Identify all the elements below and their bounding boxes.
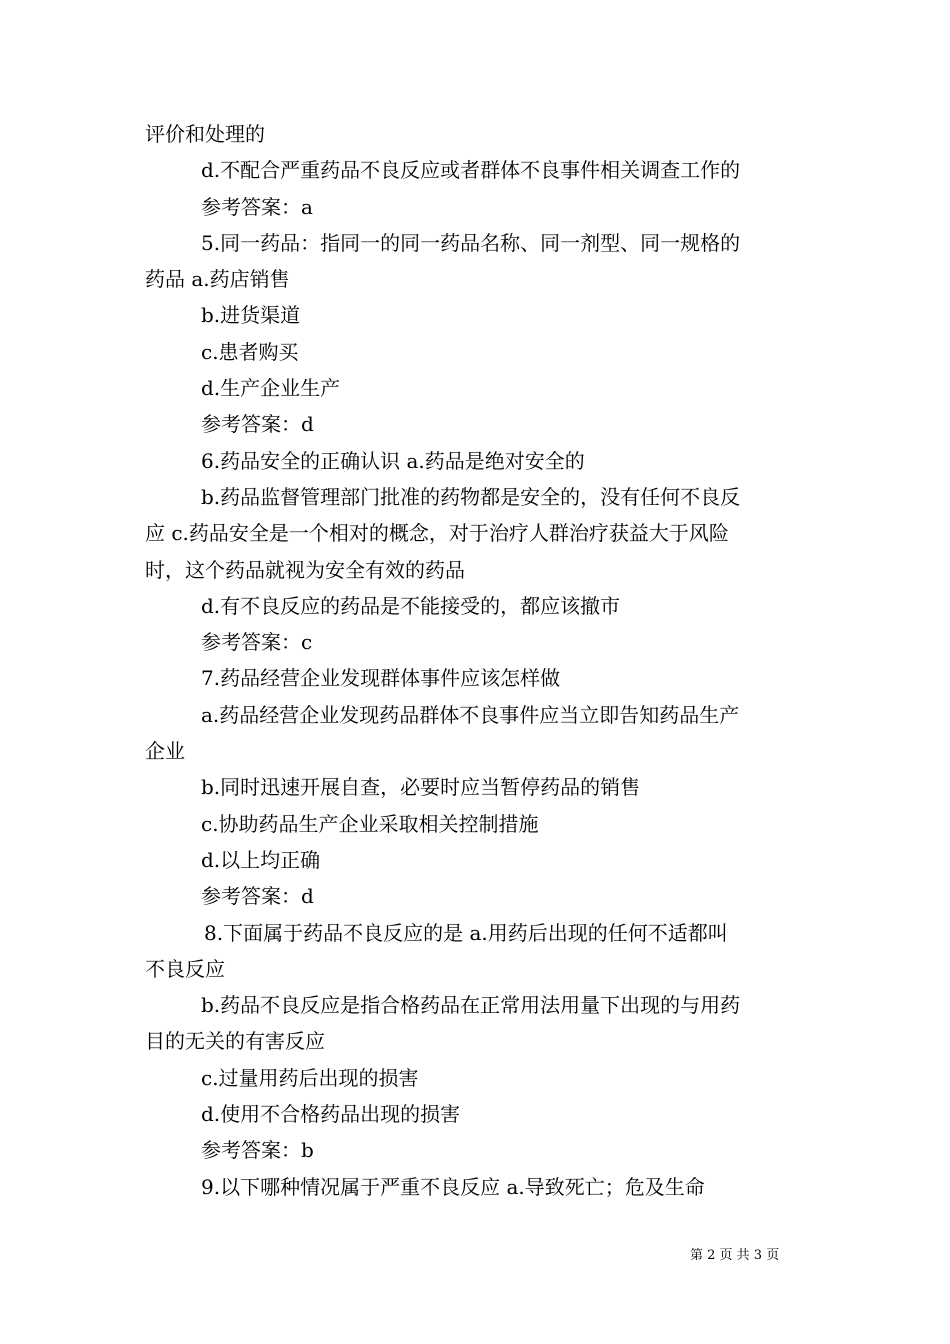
answer-line: 参考答案：d <box>201 884 314 909</box>
option-line: c.协助药品生产企业采取相关控制措施 <box>201 811 539 836</box>
option-line: b.药品监督管理部门批准的药物都是安全的，没有任何不良反 <box>201 484 741 509</box>
option-line: b.药品不良反应是指合格药品在正常用法用量下出现的与用药 <box>201 993 741 1018</box>
option-line: d.生产企业生产 <box>201 376 341 401</box>
document-body <box>145 116 810 1205</box>
text-line: 应 c.药品安全是一个相对的概念，对于治疗人群治疗获益大于风险 <box>145 521 729 546</box>
option-line: a.药品经营企业发现药品群体不良事件应当立即告知药品生产 <box>201 702 740 727</box>
answer-line: 参考答案：d <box>201 412 314 437</box>
question-line: 9.以下哪种情况属于严重不良反应 a.导致死亡；危及生命 <box>201 1174 705 1199</box>
text-line: 评价和处理的 <box>145 122 265 146</box>
question-line: 6.药品安全的正确认识 a.药品是绝对安全的 <box>201 448 585 473</box>
option-line: d.以上均正确 <box>201 847 321 872</box>
text-line: 不良反应 <box>145 956 225 981</box>
text-line: 目的无关的有害反应 <box>145 1029 325 1054</box>
option-line: c.患者购买 <box>201 339 299 364</box>
question-line: 7.药品经营企业发现群体事件应该怎样做 <box>201 666 561 691</box>
option-line: d.使用不合格药品出现的损害 <box>201 1102 461 1127</box>
text-line: 企业 <box>145 739 185 764</box>
answer-line: 参考答案：c <box>201 630 313 655</box>
question-line: 5.同一药品：指同一的同一药品名称、同一剂型、同一规格的 <box>201 230 741 255</box>
answer-line: 参考答案：b <box>201 1138 314 1163</box>
option-line: d.有不良反应的药品是不能接受的，都应该撤市 <box>201 593 621 618</box>
question-line: 8.下面属于药品不良反应的是 a.用药后出现的任何不适都叫 <box>204 920 728 945</box>
option-line: b.进货渠道 <box>201 303 301 328</box>
text-line: 药品 a.药店销售 <box>145 267 290 292</box>
option-line: b.同时迅速开展自查，必要时应当暂停药品的销售 <box>201 775 641 800</box>
text-line: d.不配合严重药品不良反应或者群体不良事件相关调查工作的 <box>201 158 741 183</box>
option-line: c.过量用药后出现的损害 <box>201 1065 419 1090</box>
page-number-footer: 第 2 页 共 3 页 <box>690 1248 780 1263</box>
text-line: 时，这个药品就视为安全有效的药品 <box>145 557 465 582</box>
answer-line: 参考答案：a <box>201 194 313 219</box>
